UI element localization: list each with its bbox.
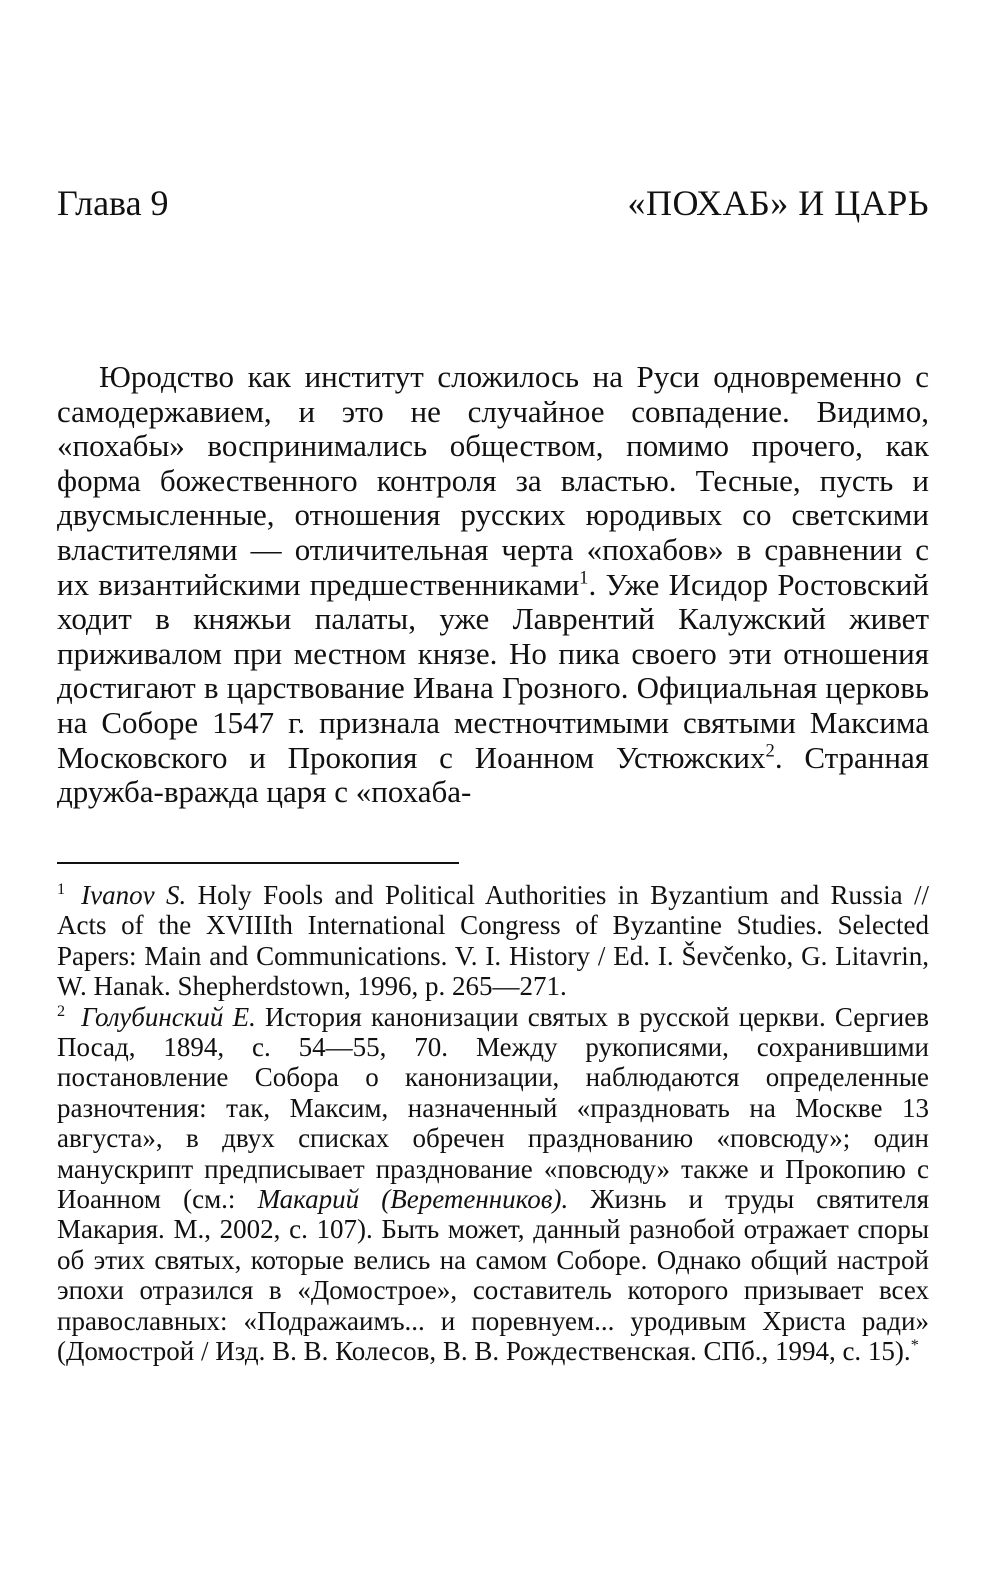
- chapter-title: «ПОХАБ» И ЦАРЬ: [627, 183, 929, 223]
- footnote-continuation-mark: *: [910, 1336, 919, 1355]
- body-text-part-1: Юродство как институт сложилось на Руси одновременно с самодержавием, и это не случайное совпадение. Видимо, «похабы» воспринимались обществом, помимо прочего, как форма божественного контроля за властью. Тесные, пусть и двусмысленные, отношения русских юродивых со светскими властителями — отличительная черта «похабов» в сравнении с их византийскими предшественниками: [57, 359, 929, 602]
- footnote-1-mark: 1: [57, 880, 66, 898]
- chapter-number: Глава 9: [57, 183, 169, 223]
- body-text-part-3: . Странная дружба-вражда царя с «похаба-: [57, 739, 930, 810]
- footnote-divider: [57, 862, 459, 864]
- body-text-part-2: . Уже Исидор Ростовский ходит в княжьи палаты, уже Лаврентий Калужский живет приживалом при местном князе. Но пика своего эти отношения достигают в царствование Ивана Грозного. Официальная церковь на Соборе 1547 г. признала местночтимыми святыми Максима Московского и Прокопия с Иоанном Устюжских: [57, 566, 929, 775]
- footnotes: [57, 880, 929, 1367]
- footnote-2-author: Голубинский Е.: [81, 1001, 256, 1032]
- footnote-2: [57, 1002, 929, 1367]
- body-paragraph: [57, 360, 929, 810]
- footnote-ref-2[interactable]: 2: [765, 740, 775, 762]
- footnote-1: [57, 880, 929, 1002]
- footnote-1-text: Holy Fools and Political Authorities in Byzantium and Russia // Acts of the XVIIIth International Congress of Byzantine Studies. Selected Papers: Main and Communications. V. I. History / Ed. I. Ševčenko, G. Litavrin, W. Hanak. Shepherdstown, 1996, p. 265—271.: [57, 880, 929, 1002]
- footnote-1-author: Ivanov S.: [81, 880, 187, 910]
- footnote-2-mark: 2: [57, 1001, 66, 1020]
- footnote-2-text-a: История канонизации святых в русской церкви. Сергиев Посад, 1894, с. 54—55, 70. Между рукописями, сохранившими постановление Собора о канонизации, наблюдаются определенные разночтения: так, Максим, назначенный «праздновать на Москве 13 августа», в двух списках обречен празднованию «повсюду»; один манускрипт предписывает празднование «повсюду» также и Прокопию с Иоанном (см.:: [57, 1001, 929, 1215]
- book-page: [57, 0, 929, 1595]
- footnote-2-text-b: Жизнь и труды святителя Макария. М., 2002, с. 107). Быть может, данный разнобой отражает споры об этих святых, которые велись на самом Соборе. Однако общий настрой эпохи отразился в «Домострое», составитель которого призывает всех православных: «Подражаимъ... и поревнуем... уродивым Христа ради» (Домострой / Изд. В. В. Колесов, В. В. Рождественская. СПб., 1994, с. 15).: [57, 1184, 929, 1367]
- footnote-ref-1[interactable]: 1: [579, 567, 589, 589]
- footnote-2-author-2: Макарий (Веретенников).: [257, 1184, 569, 1215]
- running-header: [57, 178, 929, 228]
